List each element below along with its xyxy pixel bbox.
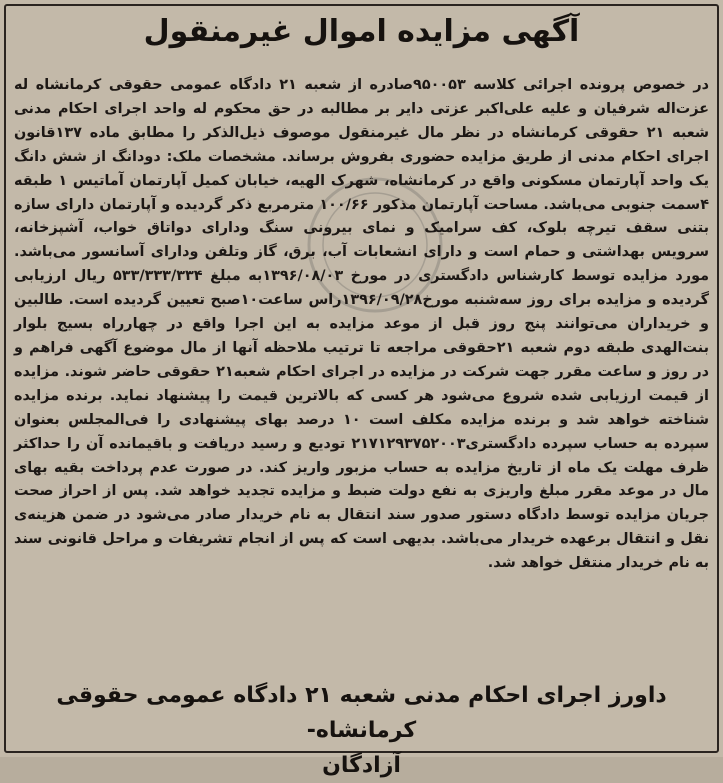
notice-body: در خصوص پرونده اجرائی کلاسه ۹۵۰۰۵۳صادره از شعبه ۲۱ دادگاه عمومی حقوقی کرمانشاه له عزت‌اله شرفیان و علیه علی‌اکبر عزتی دایر بر مطالبه در حق محکوم له واحد اجرای احکام مدنی شعبه ۲۱ حقوقی کرمانشاه در نظر مال غیرمنقول موصوف ذیل‌الذکر را مطابق ماده ۱۳۷قانون اجرای احکام مدنی از طریق مزایده حضوری بفروش برساند. مشخصات ملک: دودانگ از شش دانگ یک واحد آپارتمان مسکونی واقع در کرمانشاه، شهرک الهیه، خیابان کمیل آپارتمان آماتیس ۱ طبقه ۴سمت جنوبی می‌باشد. مساحت آپارتمان مذکور ۱۰۰/۶۶ مترمربع ذکر گردیده و آپارتمان دارای سازه بتنی سقف تیرچه بلوک، کف سرامیک و نمای بیرونی سنگ ودارای دواتاق خواب، آشپزخانه، سرویس بهداشتی و حمام است و دارای انشعابات آب، برق، گاز وتلفن ودارای آسانسور می‌باشد. مورد مزایده توسط کارشناس دادگستری در مورخ ۱۳۹۶/۰۸/۰۳به مبلغ ۵۳۳/۳۳۳/۳۳۴ ریال ارزیابی گردیده و مزایده برای روز سه‌شنبه مورخ۱۳۹۶/۰۹/۲۸راس ساعت۱۰صبح تعیین گردیده است. طالبین و خریداران می‌توانند پنج روز قبل از موعد مزایده به این اجرا واقع در چهارراه بسیج بلوار بنت‌الهدی طبقه دوم شعبه ۲۱حقوقی مراجعه تا ترتیب ملاحظه آنها از مال موضوع آگهی فراهم و در روز و ساعت مقرر جهت شرکت در مزایده در اجرای احکام شعبه۲۱ حقوقی حاضر شوند. مزایده از قیمت ارزیابی شده شروع می‌شود هر کسی که بالاترین قیمت را پیشنهاد نماید. برنده مزایده شناخته خواهد شد و برنده مزایده مکلف است ۱۰ درصد بهای پیشنهادی را فی‌المجلس بعنوان سپرده به حساب سپرده دادگستری۲۱۷۱۲۹۳۷۵۲۰۰۳ تودیع و رسید دریافت و باقیمانده آن را حداکثر ظرف مهلت یک ماه از تاریخ مزایده به حساب مزبور واریز کند. در صورت عدم پرداخت بقیه بهای مال در موعد مقرر مبلغ واریزی به نفع دولت ضبط و مزایده تجدید خواهد شد. پس از احراز صحت جریان مزایده توسط دادگاه دستور صدور سند انتقال به نام خریدار صادر می‌شود در ضمن هزینه‌ی نقل و انتقال برعهده خریدار می‌باشد. بدیهی است که پس از انجام تشریفات و مراحل قانونی سند به نام خریدار منتقل خواهد شد. — [14, 77, 710, 572]
signature-line-2: آزادگان — [322, 753, 401, 778]
signature-block — [14, 678, 709, 783]
signature-line-1: داورز اجرای احکام مدنی شعبه ۲۱ دادگاه عمومی حقوقی کرمانشاه- — [56, 683, 667, 743]
notice-title: آگهی مزایده اموال غیرمنقول — [143, 14, 580, 49]
